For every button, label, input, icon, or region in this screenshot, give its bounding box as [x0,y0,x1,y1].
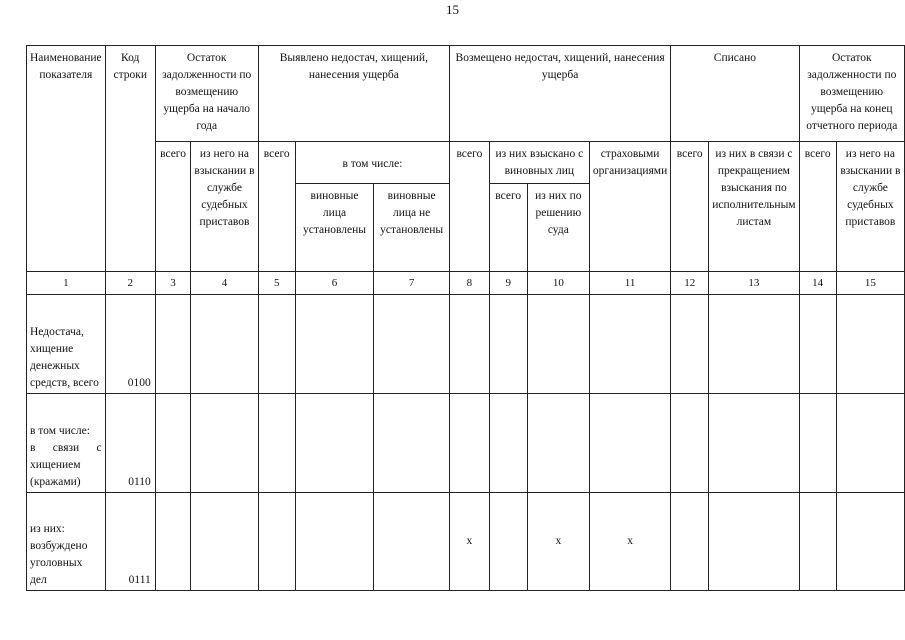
data-cell [155,493,191,591]
header-balance-start: Остаток задолженности по возмещению ущерба на начало года [155,46,258,142]
column-number: 12 [671,272,709,295]
data-cell [295,295,373,394]
not-applicable-mark: x [589,493,670,591]
data-cell [527,394,589,493]
data-cell [258,394,295,493]
header-row-1 [27,46,905,142]
column-number: 9 [489,272,527,295]
data-cell [374,394,450,493]
page-number: 15 [446,2,459,17]
data-cell [489,295,527,394]
header-detected-total: всего [258,142,295,272]
column-number: 13 [709,272,799,295]
column-number-row [27,272,905,295]
header-code: Код строки [105,46,155,272]
data-cell [191,394,258,493]
column-number: 2 [105,272,155,295]
data-cell [709,295,799,394]
data-cell [589,394,670,493]
data-cell [450,295,490,394]
header-balance-end: Остаток задолженности по возмещению ущерба на конец отчетного периода [799,46,904,142]
data-cell [489,493,527,591]
row-name: из них: возбуждено уголовных дел [27,493,106,591]
data-cell [671,394,709,493]
data-cell [799,295,836,394]
header-written-off-total: всего [671,142,709,272]
row-code: 0110 [105,394,155,493]
header-insurance: страховыми организациями [589,142,670,272]
row-name [27,394,106,493]
not-applicable-mark: x [450,493,490,591]
data-cell [589,295,670,394]
row-code: 0111 [105,493,155,591]
column-number: 10 [527,272,589,295]
column-number: 8 [450,272,490,295]
row-name-line: в связи с хищением (кражами) [30,442,102,488]
row-name: Недостача, хищение денежных средств, всего [27,295,106,394]
header-balance-start-bailiffs: из него на взыскании в службе судебных приставов [191,142,258,272]
header-recovered-from-culprits: из них взыскано с виновных лиц [489,142,589,184]
not-applicable-mark: x [527,493,589,591]
data-cell [258,493,295,591]
data-cell [155,394,191,493]
header-name: Наименование показателя [27,46,106,272]
data-cell [709,394,799,493]
data-cell [191,295,258,394]
table-row [27,394,905,493]
header-reimbursed-from-culprits-total: всего [489,184,527,272]
table-row [27,493,905,591]
data-cell [374,295,450,394]
header-balance-start-total: всего [155,142,191,272]
column-number: 14 [799,272,836,295]
data-cell [374,493,450,591]
header-culprits-unknown: виновные лица не установлены [374,184,450,272]
row-code: 0100 [105,295,155,394]
data-cell [671,493,709,591]
data-cell [799,493,836,591]
column-number: 11 [589,272,670,295]
header-reimbursed-total: всего [450,142,490,272]
damage-report-table [26,45,905,591]
column-number: 4 [191,272,258,295]
header-including: в том числе: [295,142,449,184]
header-balance-end-total: всего [799,142,836,272]
data-cell [671,295,709,394]
table-row [27,295,905,394]
data-cell [450,394,490,493]
data-cell [155,295,191,394]
header-balance-end-bailiffs: из него на взыскании в службе судебных приставов [836,142,904,272]
data-cell [836,493,904,591]
data-cell [836,295,904,394]
column-number: 5 [258,272,295,295]
header-written-off: Списано [671,46,799,142]
data-cell [258,295,295,394]
data-cell [191,493,258,591]
header-detected: Выявлено недостач, хищений, нанесения ущерба [258,46,449,142]
header-reimbursed: Возмещено недостач, хищений, нанесения ущерба [450,46,671,142]
header-terminated: из них в связи с прекращением взыскания по исполнительным листам [709,142,799,272]
row-name-line: в том числе: [30,425,90,437]
header-culprits-known: виновные лица установлены [295,184,373,272]
header-by-court: из них по решению суда [527,184,589,272]
data-cell [295,394,373,493]
column-number: 7 [374,272,450,295]
column-number: 3 [155,272,191,295]
column-number: 1 [27,272,106,295]
data-cell [836,394,904,493]
header-row-2 [27,142,905,184]
data-cell [527,295,589,394]
data-cell [709,493,799,591]
data-cell [489,394,527,493]
column-number: 15 [836,272,904,295]
column-number: 6 [295,272,373,295]
data-cell [799,394,836,493]
data-cell [295,493,373,591]
